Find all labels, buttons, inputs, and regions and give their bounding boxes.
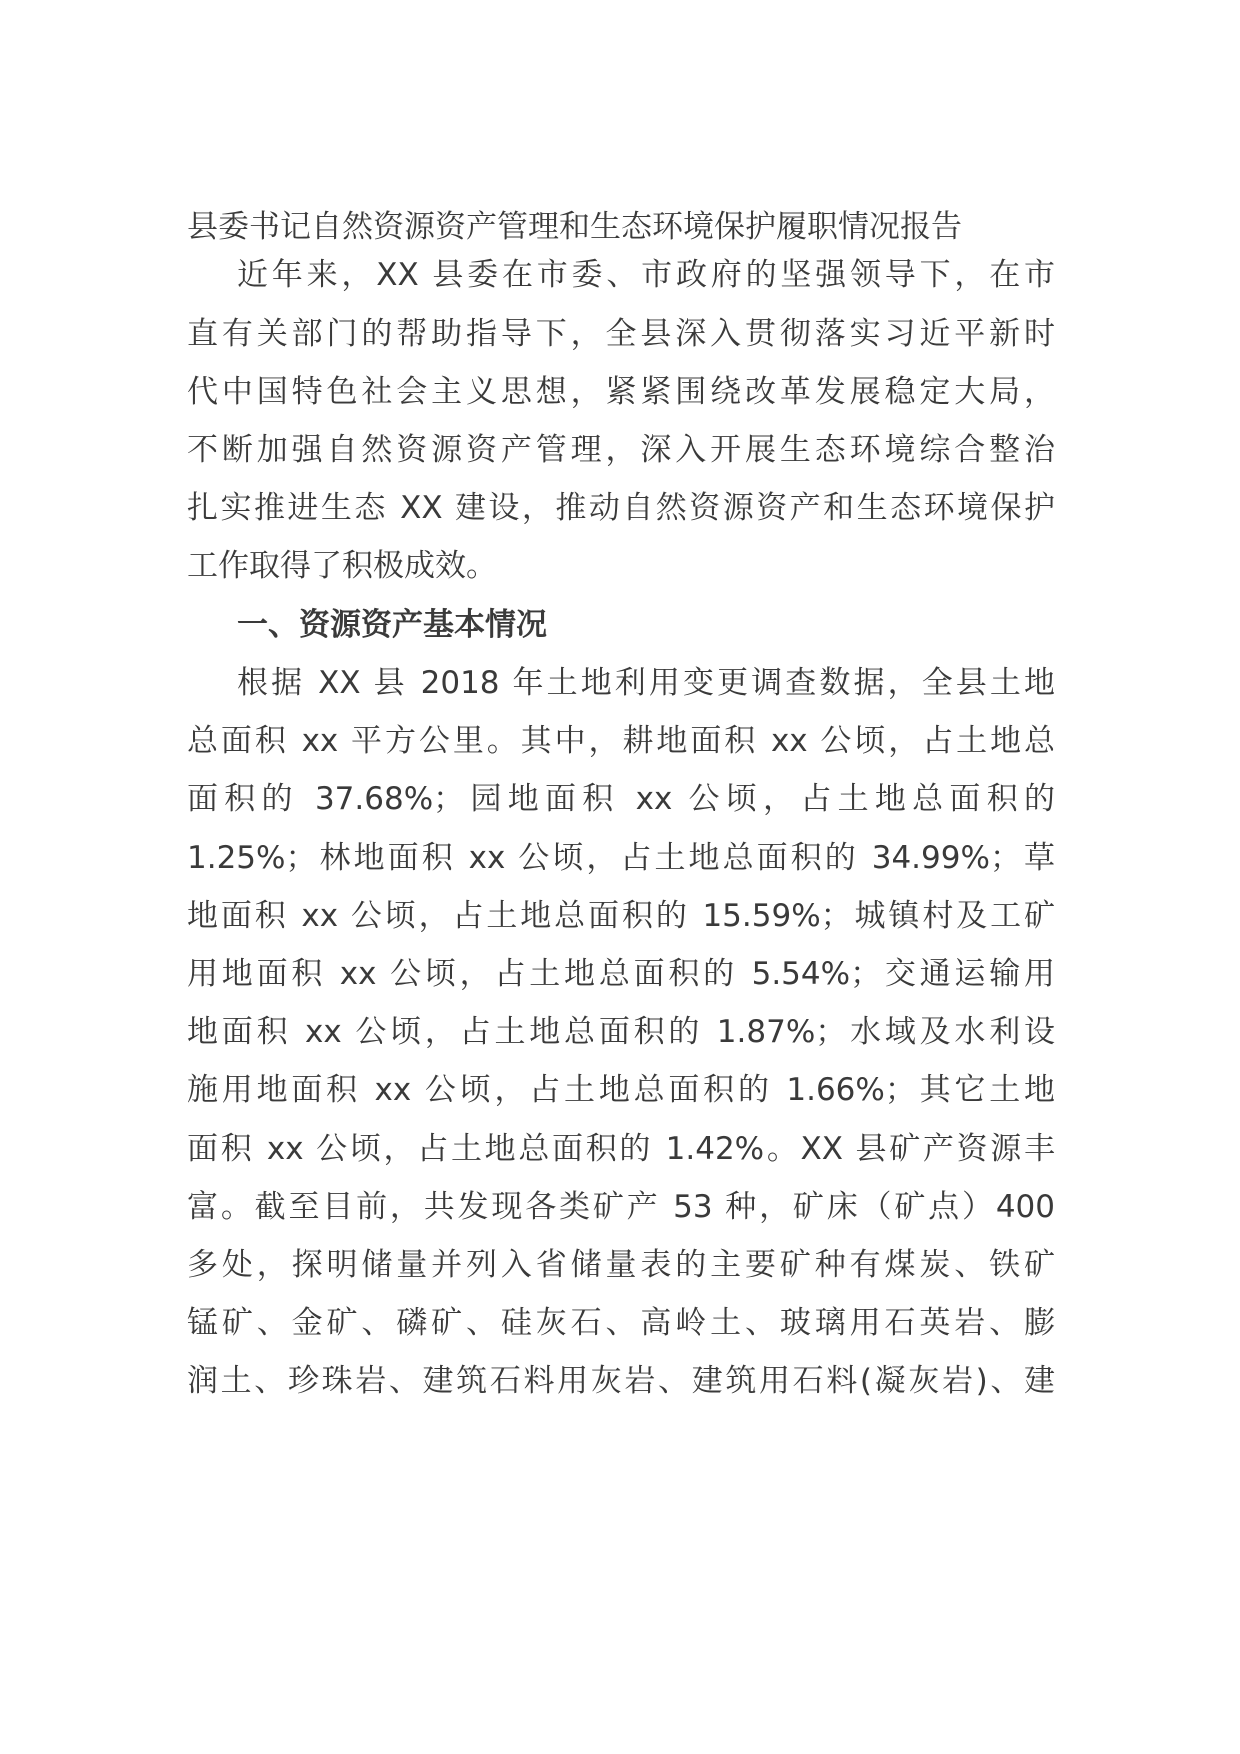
section1-line-9: 面积 xx 公顷，占土地总面积的 1.42%。XX 县矿产资源丰 xyxy=(187,1131,1055,1167)
section1-line-1: 根据 XX 县 2018 年土地利用变更调查数据，全县土地 xyxy=(237,665,1055,701)
section1-line-11: 多处，探明储量并列入省储量表的主要矿种有煤炭、铁矿 xyxy=(187,1247,1055,1283)
section1-line-12: 锰矿、金矿、磷矿、硅灰石、高岭土、玻璃用石英岩、膨 xyxy=(187,1305,1055,1341)
intro-line-2: 直有关部门的帮助指导下，全县深入贯彻落实习近平新时 xyxy=(187,316,1055,352)
document-title: 县委书记自然资源资产管理和生态环境保护履职情况报告 xyxy=(187,209,962,245)
section1-line-13: 润土、珍珠岩、建筑石料用灰岩、建筑用石料(凝灰岩)、建 xyxy=(187,1363,1055,1399)
intro-line-5: 扎实推进生态 XX 建设，推动自然资源资产和生态环境保护 xyxy=(187,490,1055,526)
section1-line-6: 用地面积 xx 公顷，占土地总面积的 5.54%；交通运输用 xyxy=(187,956,1055,992)
section1-line-7: 地面积 xx 公顷，占土地总面积的 1.87%；水域及水利设 xyxy=(187,1014,1055,1050)
section1-line-2: 总面积 xx 平方公里。其中，耕地面积 xx 公顷，占土地总 xyxy=(187,723,1055,759)
intro-line-4: 不断加强自然资源资产管理，深入开展生态环境综合整治 xyxy=(187,432,1055,468)
section1-line-10: 富。截至目前，共发现各类矿产 53 种，矿床（矿点）400 xyxy=(187,1189,1055,1225)
section1-line-8: 施用地面积 xx 公顷，占土地总面积的 1.66%；其它土地 xyxy=(187,1072,1055,1108)
intro-line-6: 工作取得了积极成效。 xyxy=(187,548,497,584)
intro-line-3: 代中国特色社会主义思想，紧紧围绕改革发展稳定大局， xyxy=(187,374,1055,410)
section-heading-1: 一、资源资产基本情况 xyxy=(237,607,547,643)
section1-line-3: 面积的 37.68%；园地面积 xx 公顷，占土地总面积的 xyxy=(187,781,1055,817)
section1-line-5: 地面积 xx 公顷，占土地总面积的 15.59%；城镇村及工矿 xyxy=(187,898,1055,934)
intro-line-1: 近年来，XX 县委在市委、市政府的坚强领导下，在市 xyxy=(237,257,1055,293)
section1-line-4: 1.25%；林地面积 xx 公顷，占土地总面积的 34.99%；草 xyxy=(187,840,1055,876)
